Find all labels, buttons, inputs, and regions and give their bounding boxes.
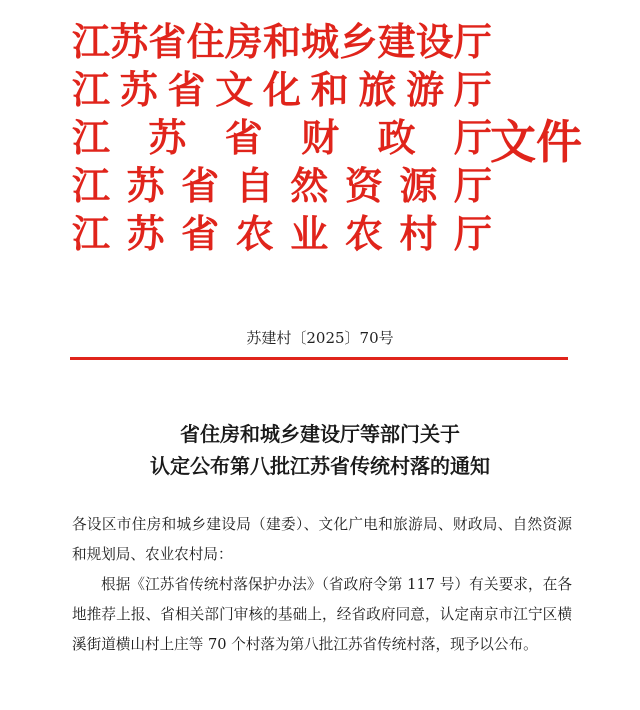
body-paragraph-1: 根据《江苏省传统村落保护办法》（省政府令第 117 号）有关要求，在各地推荐上报、省相关部门审核的基础上，经省政府同意，认定南京市江宁区横溪街道横山村上庄等 70 个村落为第八批江苏省传统村落，现予以公布。: [72, 576, 572, 653]
issuer-char: 厅: [453, 67, 492, 112]
issuer-char: 江: [72, 67, 111, 112]
issuer-char: 厅: [453, 163, 492, 208]
issuer-line-2: [72, 66, 492, 114]
issuer-char: 省: [181, 163, 220, 208]
issuer-char: 省: [181, 211, 220, 256]
issuer-block: [72, 18, 492, 258]
issuer-char: 城: [301, 19, 340, 64]
issuer-char: 资: [344, 163, 383, 208]
issuer-char: 政: [377, 115, 416, 160]
issuer-char: 设: [415, 19, 454, 64]
issuer-char: 乡: [339, 19, 378, 64]
issuer-char: 化: [262, 67, 301, 112]
issuer-char: 江: [72, 211, 111, 256]
issuer-char: 省: [148, 19, 187, 64]
issuer-char: 江: [72, 115, 111, 160]
title-line-2: 认定公布第八批江苏省传统村落的通知: [150, 454, 490, 478]
issuer-char: 财: [301, 115, 340, 160]
issuer-char: 苏: [126, 211, 165, 256]
issuer-char: 苏: [148, 115, 187, 160]
issuer-line-5: [72, 210, 492, 258]
issuer-char: 住: [186, 19, 225, 64]
issuer-char: 苏: [110, 19, 149, 64]
issuer-char: 业: [290, 211, 329, 256]
issuer-char: 省: [224, 115, 263, 160]
issuer-char: 农: [235, 211, 274, 256]
issuer-char: 源: [399, 163, 438, 208]
issuer-char: 厅: [453, 19, 492, 64]
issuer-line-1: [72, 18, 492, 66]
issuer-char: 省: [167, 67, 206, 112]
document-number: 苏建村〔2025〕70号: [246, 329, 394, 347]
issuer-line-4: [72, 162, 492, 210]
issuer-char: 厅: [453, 211, 492, 256]
issuer-char: 自: [235, 163, 274, 208]
issuer-char: 厅: [453, 115, 492, 160]
issuer-char: 建: [377, 19, 416, 64]
issuer-char: 江: [72, 163, 111, 208]
document-body: [72, 510, 572, 660]
document-title: [0, 418, 640, 482]
issuer-char: 然: [290, 163, 329, 208]
issuer-char: 江: [72, 19, 111, 64]
title-line-1: 省住房和城乡建设厅等部门关于: [180, 422, 460, 446]
issuer-char: 和: [310, 67, 349, 112]
issuer-char: 文: [215, 67, 254, 112]
document-type-word: 文件: [490, 115, 582, 169]
red-divider-line: [70, 357, 568, 360]
issuer-char: 旅: [358, 67, 397, 112]
issuer-char: 农: [344, 211, 383, 256]
issuer-char: 房: [224, 19, 263, 64]
issuer-char: 苏: [119, 67, 158, 112]
issuer-line-3: [72, 114, 492, 162]
addressees: 各设区市住房和城乡建设局（建委）、文化广电和旅游局、财政局、自然资源和规划局、农业农村局：: [72, 516, 572, 563]
issuer-char: 村: [399, 211, 438, 256]
issuer-char: 游: [406, 67, 445, 112]
issuer-char: 和: [262, 19, 301, 64]
issuer-char: 苏: [126, 163, 165, 208]
